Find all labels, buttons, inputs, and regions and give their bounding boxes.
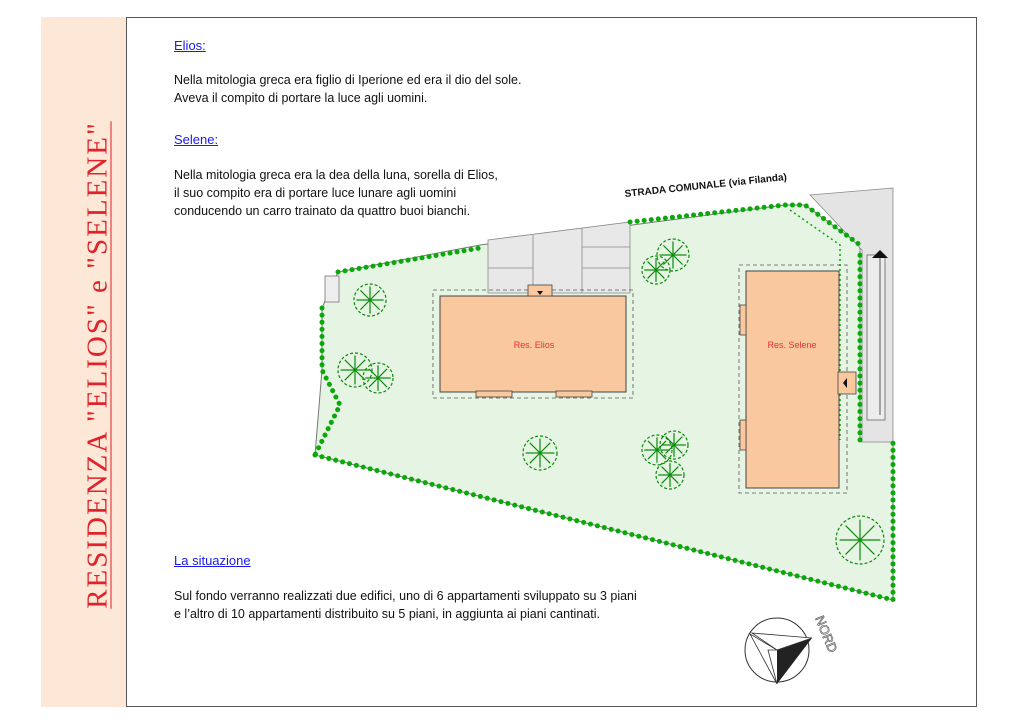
selene-balcony: [740, 305, 746, 335]
compass-icon: [745, 618, 812, 684]
building-selene: [746, 271, 839, 488]
tree-icon: [657, 239, 689, 271]
elios-balcony: [556, 391, 592, 397]
parking-area: [488, 222, 630, 293]
driveway: [867, 255, 885, 420]
elios-line: Nella mitologia greca era figlio di Iperione ed era il dio del sole.: [174, 73, 522, 87]
building-elios-label: Res. Elios: [513, 340, 555, 350]
tree-icon: [354, 284, 386, 316]
selene-line: il suo compito era di portare luce lunare agli uomini: [174, 186, 457, 200]
selene-heading[interactable]: Selene:: [174, 132, 219, 147]
selene-line: conducendo un carro trainato da quattro buoi bianchi.: [174, 204, 471, 218]
selene-balcony: [740, 420, 746, 450]
sidebar-title: RESIDENZA "ELIOS" e "SELENE": [81, 121, 114, 609]
selene-line: Nella mitologia greca era la dea della luna, sorella di Elios,: [174, 168, 498, 182]
elios-heading[interactable]: Elios:: [174, 38, 206, 53]
compass-label: NORD: [812, 613, 841, 655]
small-structure: [325, 276, 339, 302]
elios-line: Aveva il compito di portare la luce agli uomini.: [174, 91, 428, 105]
situazione-line: e l’altro di 10 appartamenti distribuito su 5 piani, in aggiunta ai piani cantinati.: [174, 607, 600, 621]
building-selene-label: Res. Selene: [767, 340, 817, 350]
elios-balcony: [476, 391, 512, 397]
road-label: STRADA COMUNALE (via Filanda): [624, 172, 788, 200]
situazione-heading[interactable]: La situazione: [174, 553, 251, 568]
situazione-line: Sul fondo verranno realizzati due edifici, uno di 6 appartamenti sviluppato su 3 piani: [174, 589, 637, 603]
